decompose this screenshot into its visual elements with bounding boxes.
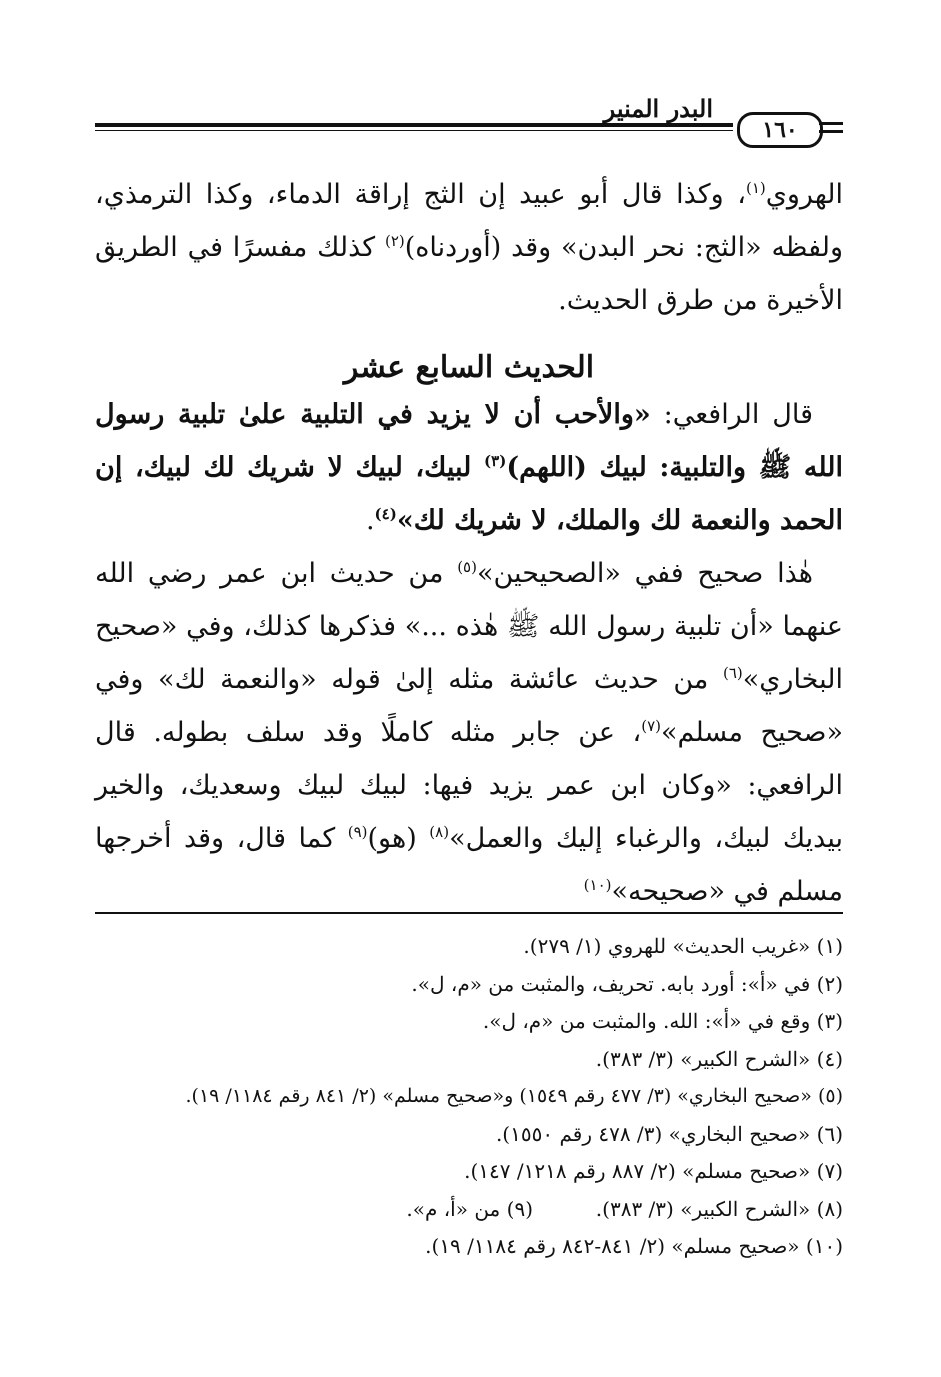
hadith-quote: «والأحب أن لا يزيد في التلبية علىٰ تلبية رسول الله ﷺ والتلبية: لبيك (اللهم) [95,399,844,483]
text-run: ، عن جابر مثله كاملًا وقد سلف بطوله. قال الرافعي: «وكان ابن عمر يزيد فيها: لبيك لبيك وسعديك، والخير بيديك لبيك، والرغباء إليك والعمل» [95,717,844,854]
main-text [95,168,843,918]
footnote-ref: (٨) [429,823,450,841]
text-run: من حديث ابن عمر رضي الله عنهما «أن تلبية رسول الله ﷺ هٰذه ...» فذكرها كذلك، وفي «صحيح البخاري» [95,558,843,695]
text-run: الهروي [765,179,843,210]
commentary-paragraph [95,547,843,918]
text-run: من حديث عائشة مثله إلىٰ قوله «والنعمة لك» وفي «صحيح مسلم» [95,664,843,748]
text-run: كذلك مفسرًا في الطريق الأخيرة من طرق الحديث. [95,232,843,316]
text-run: (هو) [367,823,430,854]
header-rule-thick [95,123,733,127]
hadith-quote: لبيك، لبيك لا شريك لك لبيك، إن الحمد والنعمة لك والملك، لا شريك لك» [95,452,843,536]
footnote: (٨) «الشرح الكبير» (٣/ ٣٨٣). [595,1196,843,1221]
footnote-ref: (٦) [722,664,743,682]
text-run: هٰذا صحيح ففي «الصحيحين» [476,558,814,589]
footnote: (٦) «صحيح البخاري» (٣/ ٤٧٨ رقم ١٥٥٠). [495,1121,843,1146]
page-header [95,92,843,152]
footnote-ref: (٢) [384,232,405,250]
footnote-ref: (٧) [641,717,661,735]
section-title: الحديث السابع عشر [343,350,595,385]
running-title: البدر المنير [603,94,713,123]
footnote: (٩) من «أ، م». [406,1196,533,1221]
footnote-ref: (٥) [457,558,477,576]
footnote: (٤) «الشرح الكبير» (٣/ ٣٨٣). [595,1046,843,1071]
footnote: (١٠) «صحيح مسلم» (٢/ ٨٤١-٨٤٢ رقم ١١٨٤/ ١٩). [425,1234,843,1258]
text-run: ، وكذا قال أبو عبيد إن الثج إراقة الدماء، وكذا الترمذي، ولفظه «الثج: نحر البدن» وقد (أوردناه) [95,179,843,263]
footnote: (٥) «صحيح البخاري» (٣/ ٤٧٧ رقم ١٥٤٩) و«صحيح مسلم» (٢/ ٨٤١ رقم ١١٨٤/ ١٩). [185,1085,843,1107]
footnote: (٧) «صحيح مسلم» (٢/ ٨٨٧ رقم ١٢١٨/ ١٤٧). [464,1159,843,1183]
footnote-ref: (٤) [374,505,397,523]
footnote: (١) «غريب الحديث» للهروي (١/ ٢٧٩). [523,934,843,958]
footnote-ref: (٣) [484,452,507,470]
footnote-ref: (٩) [347,823,368,841]
footnote: (٣) وقع في «أ»: الله. والمثبت من «م، ل». [482,1009,843,1033]
text-run: كما قال، وقد أخرجها مسلم في «صحيحه» [95,823,843,907]
footnote-pair [95,1191,843,1229]
footnote-separator [95,912,843,914]
text-run: . [365,505,375,536]
page-number: ١٦٠ [737,112,823,148]
header-rule-thin [95,130,733,131]
footnote-ref: (١٠) [583,876,612,894]
footnote: (٢) في «أ»: أورد بابه. تحريف، والمثبت من «م، ل». [411,971,843,996]
hadith-paragraph [95,388,843,547]
intro-paragraph [95,168,843,327]
text-run: قال الرافعي: [650,399,814,430]
footnotes [95,928,843,1266]
footnote-ref: (١) [745,179,766,197]
